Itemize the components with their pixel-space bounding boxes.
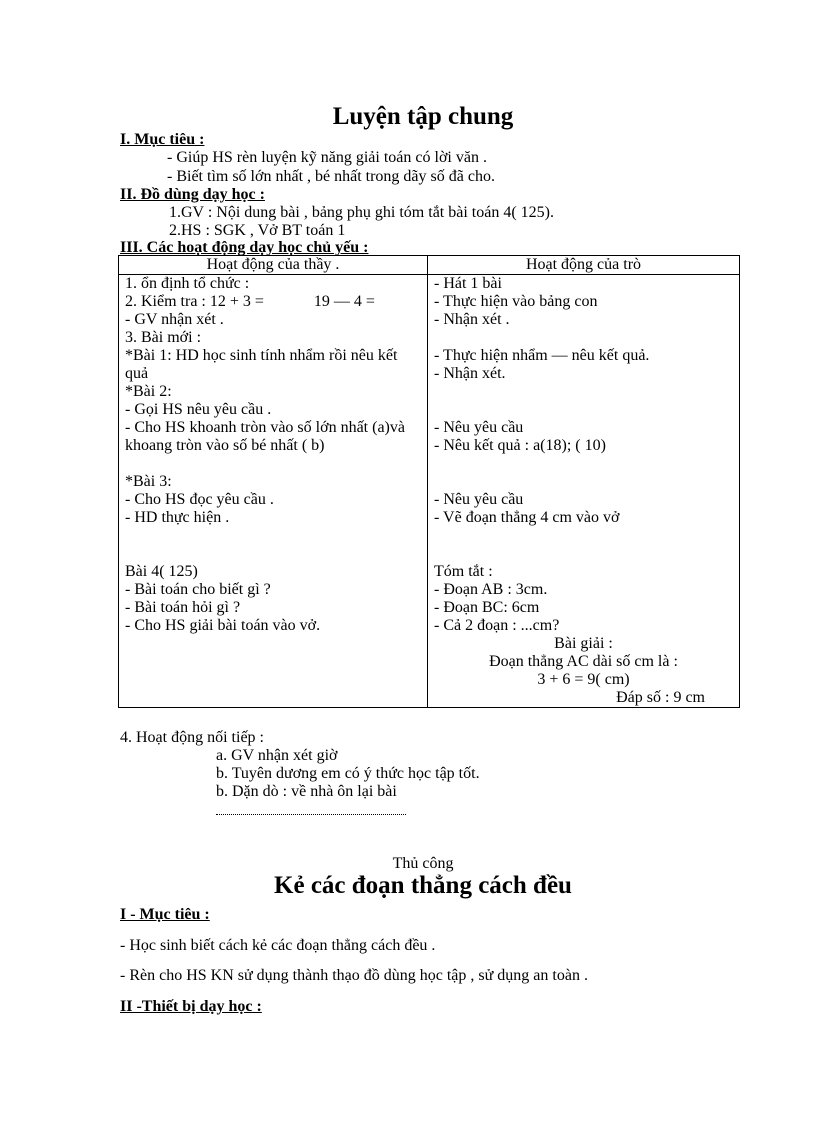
student-step: - Thực hiện vào bảng con bbox=[434, 293, 598, 310]
teacher-step: Bài 4( 125) bbox=[125, 563, 198, 580]
followup-item: b. Tuyên dương em có ý thức học tập tốt. bbox=[216, 765, 480, 782]
teacher-step: - Bài toán hỏi gì ? bbox=[125, 599, 241, 616]
objective-item: - Biết tìm số lớn nhất , bé nhất trong dãy số đã cho. bbox=[167, 168, 495, 185]
dotted-separator bbox=[216, 813, 406, 815]
teacher-step: - Cho HS giải bài toán vào vở. bbox=[125, 617, 321, 634]
student-step: - Nêu yêu cầu bbox=[434, 419, 524, 436]
solution-heading: Bài giải : bbox=[554, 635, 613, 652]
table-body-row bbox=[119, 275, 740, 708]
student-step: - Nhận xét. bbox=[434, 365, 506, 382]
header-student: Hoạt động của trò bbox=[428, 256, 740, 275]
summary-item: - Đoạn BC: 6cm bbox=[434, 599, 540, 616]
student-step: - Nêu yêu cầu bbox=[434, 491, 524, 508]
materials-item: 1.GV : Nội dung bài , bảng phụ ghi tóm tắt bài toán 4( 125). bbox=[169, 204, 554, 221]
solution-calculation: 3 + 6 = 9( cm) bbox=[537, 671, 630, 688]
student-step: - Thực hiện nhẩm — nêu kết quả. bbox=[434, 347, 650, 364]
teacher-step: - Cho HS đọc yêu cầu . bbox=[125, 491, 274, 508]
teacher-step: - HD thực hiện . bbox=[125, 509, 230, 526]
lesson2-objective-item: - Học sinh biết cách kẻ các đoạn thẳng cách đều . bbox=[120, 937, 436, 954]
teacher-step: *Bài 2: bbox=[125, 383, 172, 400]
student-step: - Vẽ đoạn thẳng 4 cm vào vở bbox=[434, 509, 620, 526]
summary-item: - Đoạn AB : 3cm. bbox=[434, 581, 548, 598]
student-column bbox=[428, 275, 740, 708]
teacher-step: - GV nhận xét . bbox=[125, 311, 224, 328]
summary-item: - Cả 2 đoạn : ...cm? bbox=[434, 617, 560, 634]
objective-item: - Giúp HS rèn luyện kỹ năng giải toán có lời văn . bbox=[167, 149, 487, 166]
teacher-step: 3. Bài mới : bbox=[125, 329, 202, 346]
student-step: - Nhận xét . bbox=[434, 311, 510, 328]
activities-table bbox=[118, 255, 740, 708]
lesson-title: Luyện tập chung bbox=[332, 103, 514, 130]
subject-label: Thủ công bbox=[392, 855, 454, 872]
teacher-column bbox=[119, 275, 428, 708]
section-materials-heading: II. Đồ dùng dạy học : bbox=[120, 186, 265, 203]
teacher-step: *Bài 1: HD học sinh tính nhẩm rồi nêu kết quả bbox=[125, 347, 398, 382]
lesson2-objectives-heading: I - Mục tiêu : bbox=[120, 906, 210, 923]
lesson2-objective-item: - Rèn cho HS KN sử dụng thành thạo đồ dùng học tập , sử dụng an toàn . bbox=[120, 967, 588, 984]
teacher-step: 1. ổn định tổ chức : bbox=[125, 275, 250, 292]
teacher-step: - Bài toán cho biết gì ? bbox=[125, 581, 271, 598]
table-header-row bbox=[119, 256, 740, 275]
teacher-step: - Gọi HS nêu yêu cầu . bbox=[125, 401, 272, 418]
teacher-step: *Bài 3: bbox=[125, 473, 172, 490]
followup-item: b. Dặn dò : về nhà ôn lại bài bbox=[216, 783, 397, 800]
teacher-step: - Cho HS khoanh tròn vào số lớn nhất (a)và khoang tròn vào số bé nhất ( b) bbox=[125, 419, 405, 454]
section-objectives-heading: I. Mục tiêu : bbox=[120, 131, 205, 148]
check-expression-2: 19 — 4 = bbox=[313, 293, 375, 310]
student-step: - Hát 1 bài bbox=[434, 275, 502, 292]
followup-item: a. GV nhận xét giờ bbox=[216, 747, 338, 764]
lesson2-title: Kẻ các đoạn thẳng cách đều bbox=[274, 872, 572, 899]
section-activities-heading: III. Các hoạt động dạy học chủ yếu : bbox=[120, 239, 369, 256]
materials-item: 2.HS : SGK , Vở BT toán 1 bbox=[169, 222, 346, 239]
solution-answer: Đáp số : 9 cm bbox=[616, 689, 705, 706]
check-expression-1: 2. Kiểm tra : 12 + 3 = bbox=[125, 293, 264, 310]
student-step: - Nêu kết quả : a(18); ( 10) bbox=[434, 437, 606, 454]
lesson2-equipment-heading: II -Thiết bị dạy học : bbox=[120, 998, 262, 1015]
teacher-step bbox=[125, 293, 421, 311]
summary-heading: Tóm tắt : bbox=[434, 563, 493, 580]
section-followup-heading: 4. Hoạt động nối tiếp : bbox=[120, 729, 264, 746]
solution-text: Đoạn thẳng AC dài số cm là : bbox=[489, 653, 678, 670]
header-teacher: Hoạt động của thầy . bbox=[119, 256, 428, 275]
